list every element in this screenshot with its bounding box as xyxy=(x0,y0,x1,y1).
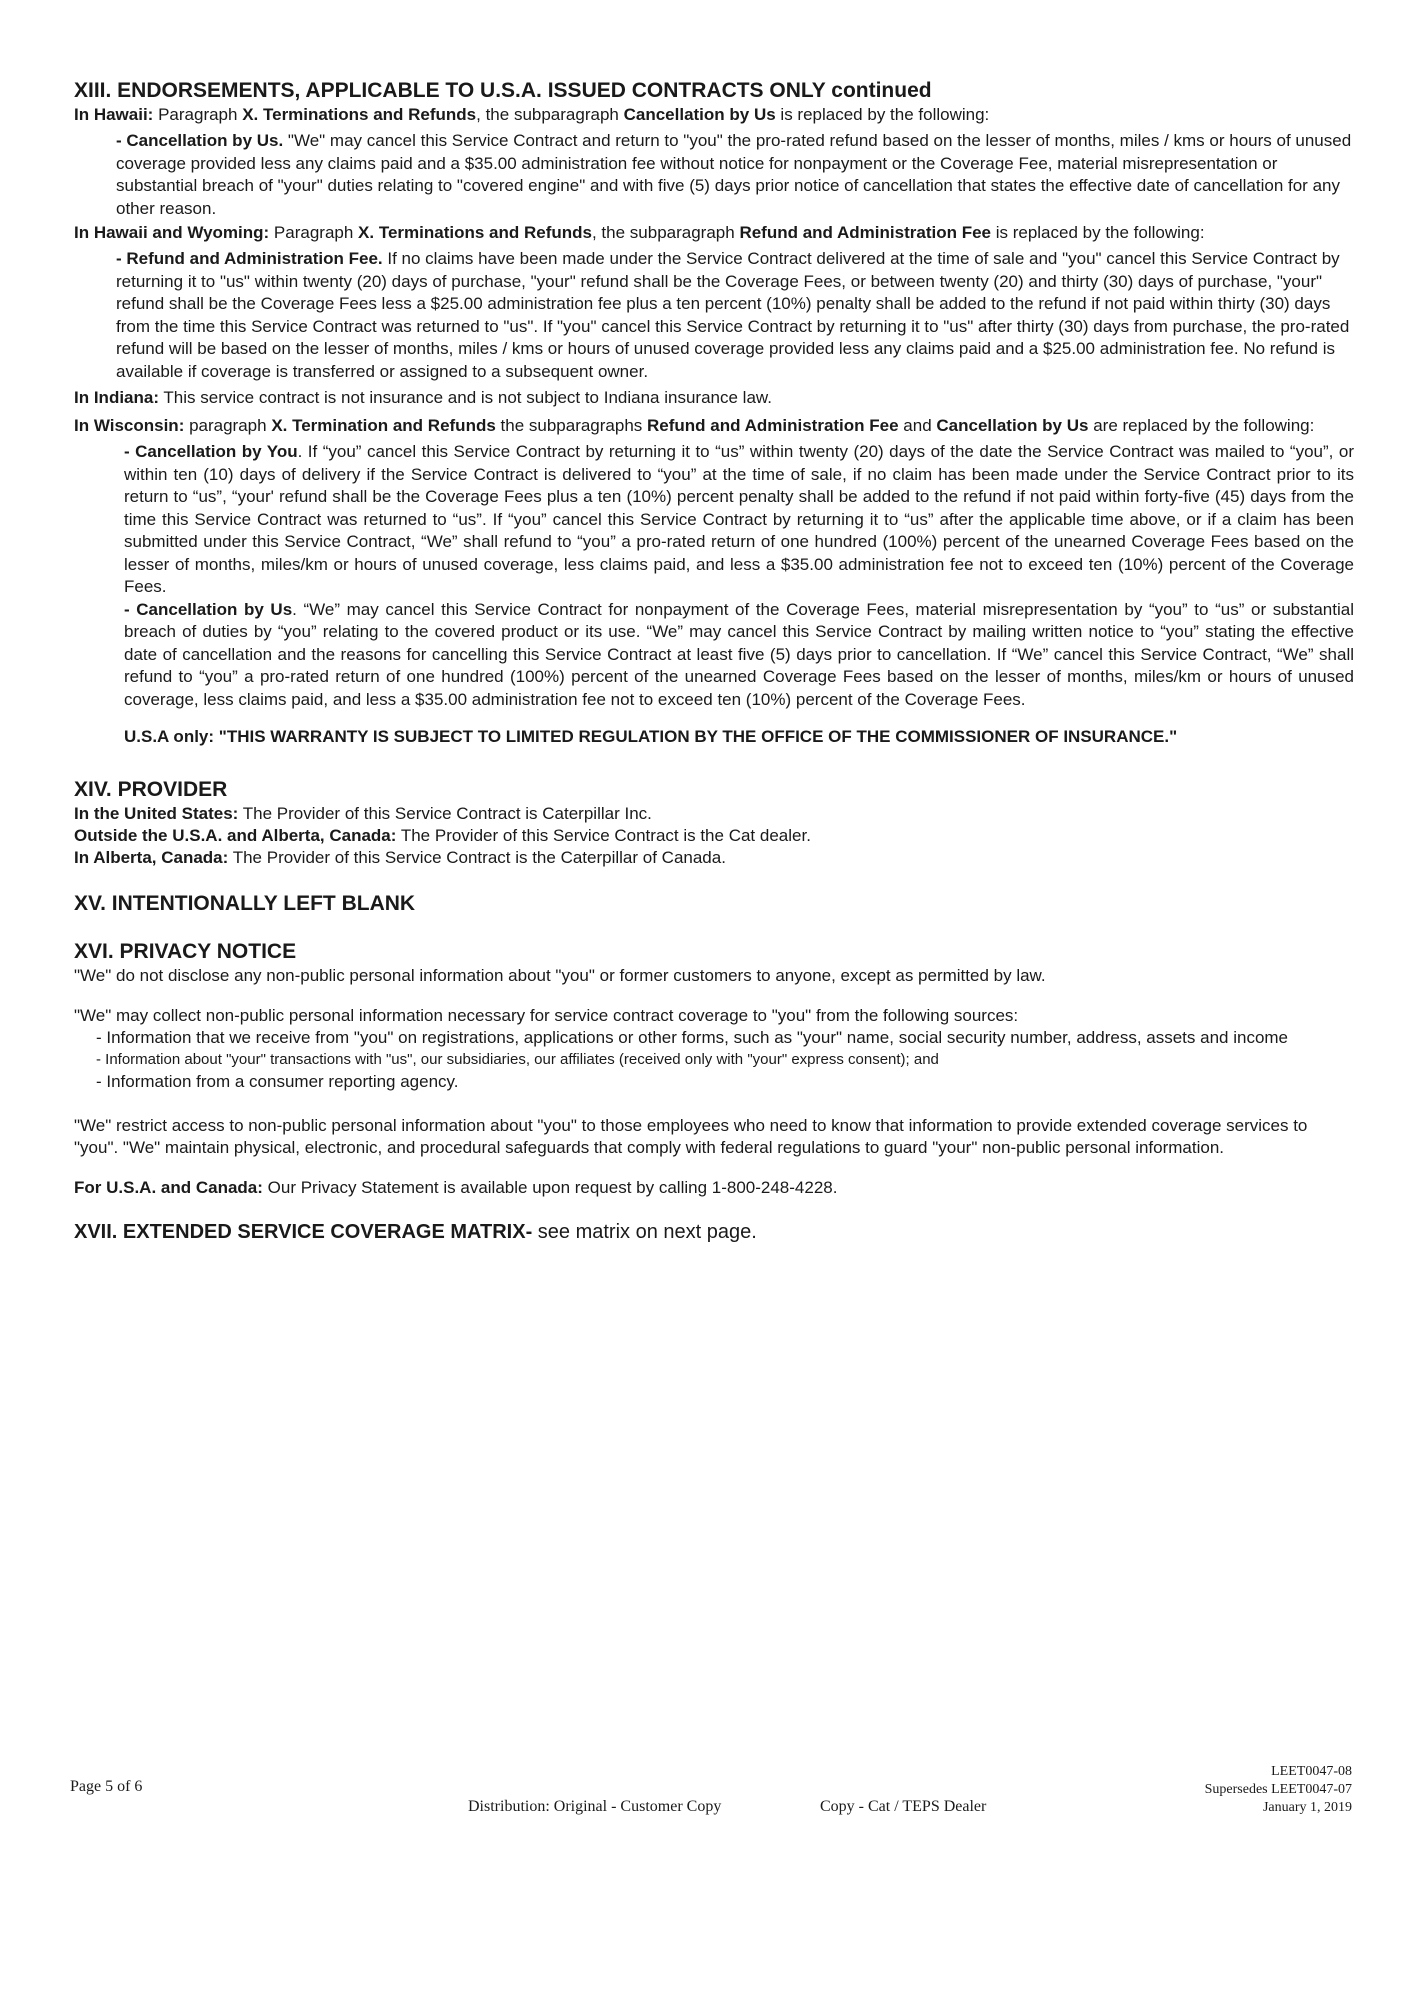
form-code: LEET0047-08 xyxy=(1271,1764,1352,1779)
hawaii-wyoming-refund-clause: - Refund and Administration Fee. If no claims have been made under the Service Contract delivered at the time of sale and "you" cancel this Service Contract by returning it to "us" within twenty (20) days of purchase, "your" refund shall be the Coverage Fees, or between twenty (20) and thirty (30) days of purchase, "your" refund shall be the Coverage Fees less a $25.00 administration fee plus a ten percent (10%) penalty shall be added to the refund if not paid within thirty (30) days from the time this Service Contract was returned to "us". If "you" cancel this Service Contract by returning it to "us" after thirty (30) days from purchase, the pro-rated refund will be based on the lesser of months, miles / kms or hours of unused coverage provided less any claims paid and a $25.00 administration fee. No refund is available if coverage is transferred or assigned to a subsequent owner. xyxy=(116,249,1350,381)
hawaii-cancellation-clause: - Cancellation by Us. "We" may cancel this Service Contract and return to "you" the pro-rated refund based on the lesser of months, miles / kms or hours of unused coverage provided less any claims paid and a $35.00 administration fee without notice for nonpayment or the Coverage Fee, material misrepresentation or substantial breach of "your" duties relating to "covered engine" and with five (5) days prior notice of cancellation that states the effective date of cancellation for any other reason. xyxy=(116,131,1352,218)
section-16-title: XVI. PRIVACY NOTICE xyxy=(74,940,297,963)
wisconsin-intro: In Wisconsin: paragraph X. Termination and Refunds the subparagraphs Refund and Administration Fee and Cancellation by Us are replaced by the following: xyxy=(74,416,1315,435)
section-15-title: XV. INTENTIONALLY LEFT BLANK xyxy=(74,892,416,915)
list-item: - Information about "your" transactions with "us", our subsidiaries, our affiliates (received only with "your" express consent); and xyxy=(96,1051,939,1068)
page-number: Page 5 of 6 xyxy=(70,1778,143,1795)
usa-regulation-notice: U.S.A only: "THIS WARRANTY IS SUBJECT TO LIMITED REGULATION BY THE OFFICE OF THE COMMISSIONER OF INSURANCE." xyxy=(124,727,1178,746)
provider-outside: Outside the U.S.A. and Alberta, Canada: The Provider of this Service Contract is the Cat dealer. xyxy=(74,826,811,845)
form-code-block xyxy=(1205,1763,1352,1817)
section-13-title: XIII. ENDORSEMENTS, APPLICABLE TO U.S.A. ISSUED CONTRACTS ONLY continued xyxy=(74,79,932,102)
wisconsin-cancellation-by-you: - Cancellation by You. If “you” cancel this Service Contract by returning it to “us” within twenty (20) days of the date the Service Contract was mailed to “you”, or within ten (10) days of delivery if the Service Contract is delivered to “you” at the time of sale, if no claim has been made under the Service Contract prior to its return to “us”, “your' refund shall be the Coverage Fees plus a ten (10%) percent penalty shall be added to the refund if not paid within forty-five (45) days from the time this Service Contract was returned to “us”. If “you” cancel this Service Contract by returning it to “us” after the applicable time above, or if a claim has been submitted under this Service Contract, “We” shall refund to “you” a pro-rated return of one hundred (100%) percent of the unearned Coverage Fees based on the lesser of months, miles/km or hours of unused coverage, less claims paid, and less a $35.00 administration fee not to exceed ten (10%) percent of the Coverage Fees. xyxy=(124,442,1354,596)
privacy-disclosure: "We" do not disclose any non-public personal information about "you" or former customers to anyone, except as permitted by law. xyxy=(74,966,1046,985)
form-date: January 1, 2019 xyxy=(1262,1800,1352,1815)
document-body xyxy=(74,78,1354,1244)
hawaii-wyoming-intro: In Hawaii and Wyoming: Paragraph X. Terminations and Refunds, the subparagraph Refund and Administration Fee is replaced by the following: xyxy=(74,223,1205,242)
privacy-statement: For U.S.A. and Canada: Our Privacy Statement is available upon request by calling 1-800-248-4228. xyxy=(74,1178,838,1197)
wisconsin-cancellation-by-us: - Cancellation by Us. “We” may cancel this Service Contract for nonpayment of the Coverage Fees, material misrepresentation by “you” to “us” or substantial breach of duties by “you” relating to the covered product or its use. “We” may cancel this Service Contract by mailing written notice to “you” stating the effective date of cancellation and the reasons for cancelling this Service Contract at least five (5) days prior to cancellation. If “We” cancel this Service Contract, “We” shall refund to “you” a pro-rated return of one hundred (100%) percent of the unearned Coverage Fees based on the lesser of months, miles/km or hours of unused coverage, less claims paid, and less a $35.00 administration fee not to exceed ten (10%) percent of the Coverage Fees. xyxy=(124,599,1354,709)
provider-us: In the United States: The Provider of this Service Contract is Caterpillar Inc. xyxy=(74,804,652,823)
list-item: - Information that we receive from "you" on registrations, applications or other forms, such as "your" name, social security number, address, assets and income xyxy=(96,1028,1289,1047)
privacy-collection: "We" may collect non-public personal information necessary for service contract coverage to "you" from the following sources: xyxy=(74,1006,1019,1025)
privacy-sources-list xyxy=(74,1027,1354,1093)
privacy-restrict: "We" restrict access to non-public personal information about "you" to those employees who need to know that information to provide extended coverage services to "you". "We" maintain physical, electronic, and procedural safeguards that comply with federal regulations to guard "your" non-public personal information. xyxy=(74,1116,1308,1157)
provider-alberta: In Alberta, Canada: The Provider of this Service Contract is the Caterpillar of Canada. xyxy=(74,848,726,867)
indiana-clause: In Indiana: This service contract is not insurance and is not subject to Indiana insurance law. xyxy=(74,388,772,407)
section-14-title: XIV. PROVIDER xyxy=(74,778,228,801)
distribution-note: Distribution: Original - Customer Copy xyxy=(468,1798,722,1815)
copy-note: Copy - Cat / TEPS Dealer xyxy=(820,1798,987,1815)
list-item: - Information from a consumer reporting agency. xyxy=(96,1072,459,1091)
supersedes-note: Supersedes LEET0047-07 xyxy=(1204,1782,1352,1797)
hawaii-intro: In Hawaii: Paragraph X. Terminations and Refunds, the subparagraph Cancellation by Us is replaced by the following: xyxy=(74,105,990,124)
section-17-title: XVII. EXTENDED SERVICE COVERAGE MATRIX- see matrix on next page. xyxy=(74,1221,757,1243)
